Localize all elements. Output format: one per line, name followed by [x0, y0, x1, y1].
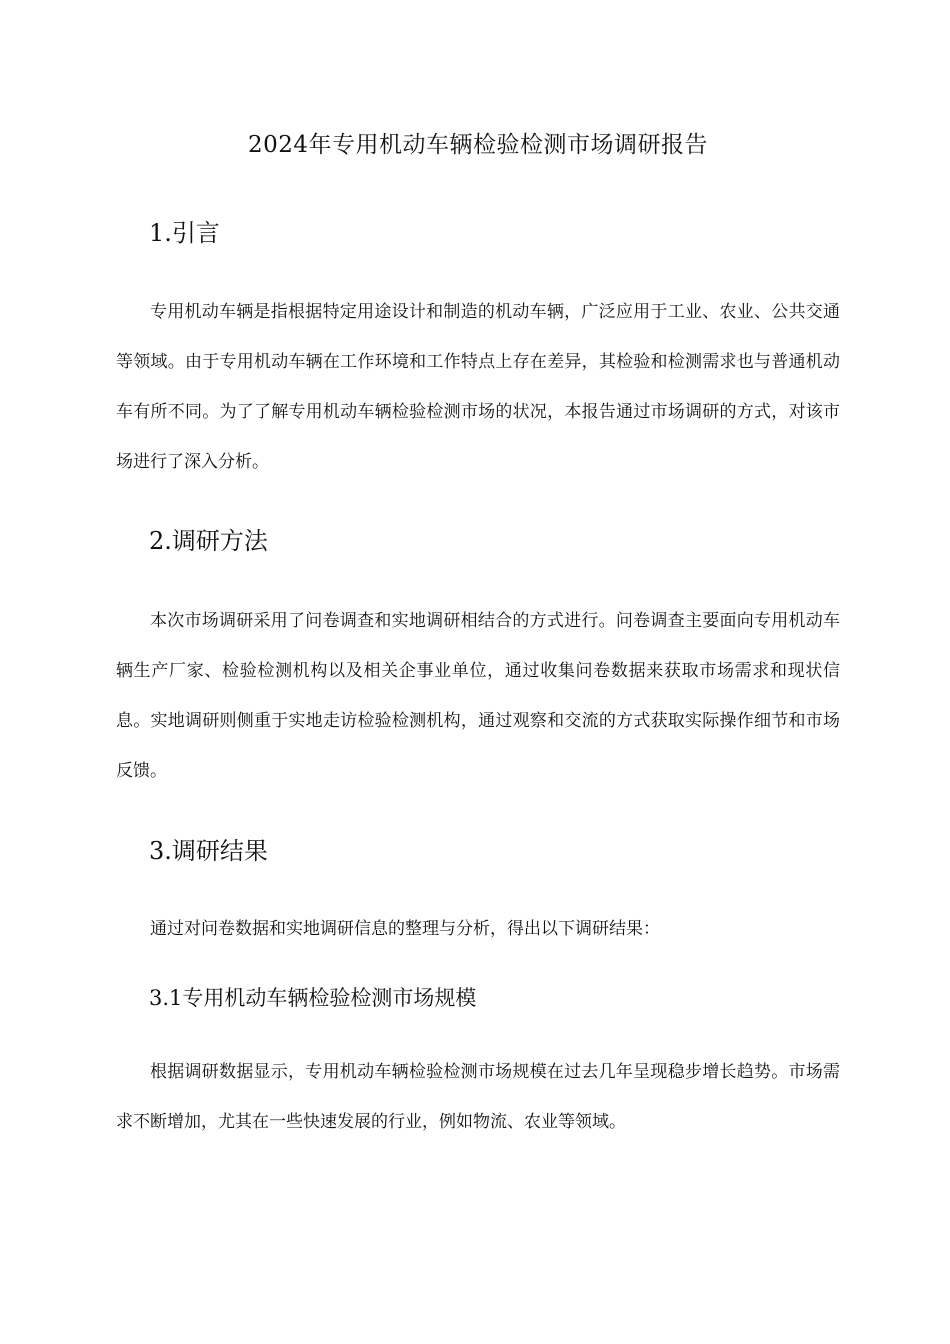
document-title: 2024年专用机动车辆检验检测市场调研报告 [247, 132, 709, 158]
section-heading-introduction: 1.引言 [149, 219, 220, 247]
section-heading-research-method: 2.调研方法 [149, 527, 268, 555]
research-method-paragraph: 本次市场调研采用了问卷调查和实地调研相结合的方式进行。问卷调查主要面向专用机动车辆生产厂家、检验检测机构以及相关企事业单位，通过收集问卷数据来获取市场需求和现状信息。实地调研则侧重于实地走访检验检测机构，通过观察和交流的方式获取实际操作细节和市场反馈。 [116, 611, 840, 781]
research-results-paragraph: 通过对问卷数据和实地调研信息的整理与分析，得出以下调研结果： [150, 919, 660, 939]
introduction-paragraph: 专用机动车辆是指根据特定用途设计和制造的机动车辆，广泛应用于工业、农业、公共交通等领域。由于专用机动车辆在工作环境和工作特点上存在差异，其检验和检测需求也与普通机动车有所不同。为了了解专用机动车辆检验检测市场的状况，本报告通过市场调研的方式，对该市场进行了深入分析。 [116, 302, 840, 472]
subsection-heading-market-size: 3.1专用机动车辆检验检测市场规模 [149, 986, 477, 1010]
section-heading-research-results: 3.调研结果 [149, 837, 268, 865]
market-size-paragraph: 根据调研数据显示，专用机动车辆检验检测市场规模在过去几年呈现稳步增长趋势。市场需求不断增加，尤其在一些快速发展的行业，例如物流、农业等领域。 [116, 1062, 840, 1132]
